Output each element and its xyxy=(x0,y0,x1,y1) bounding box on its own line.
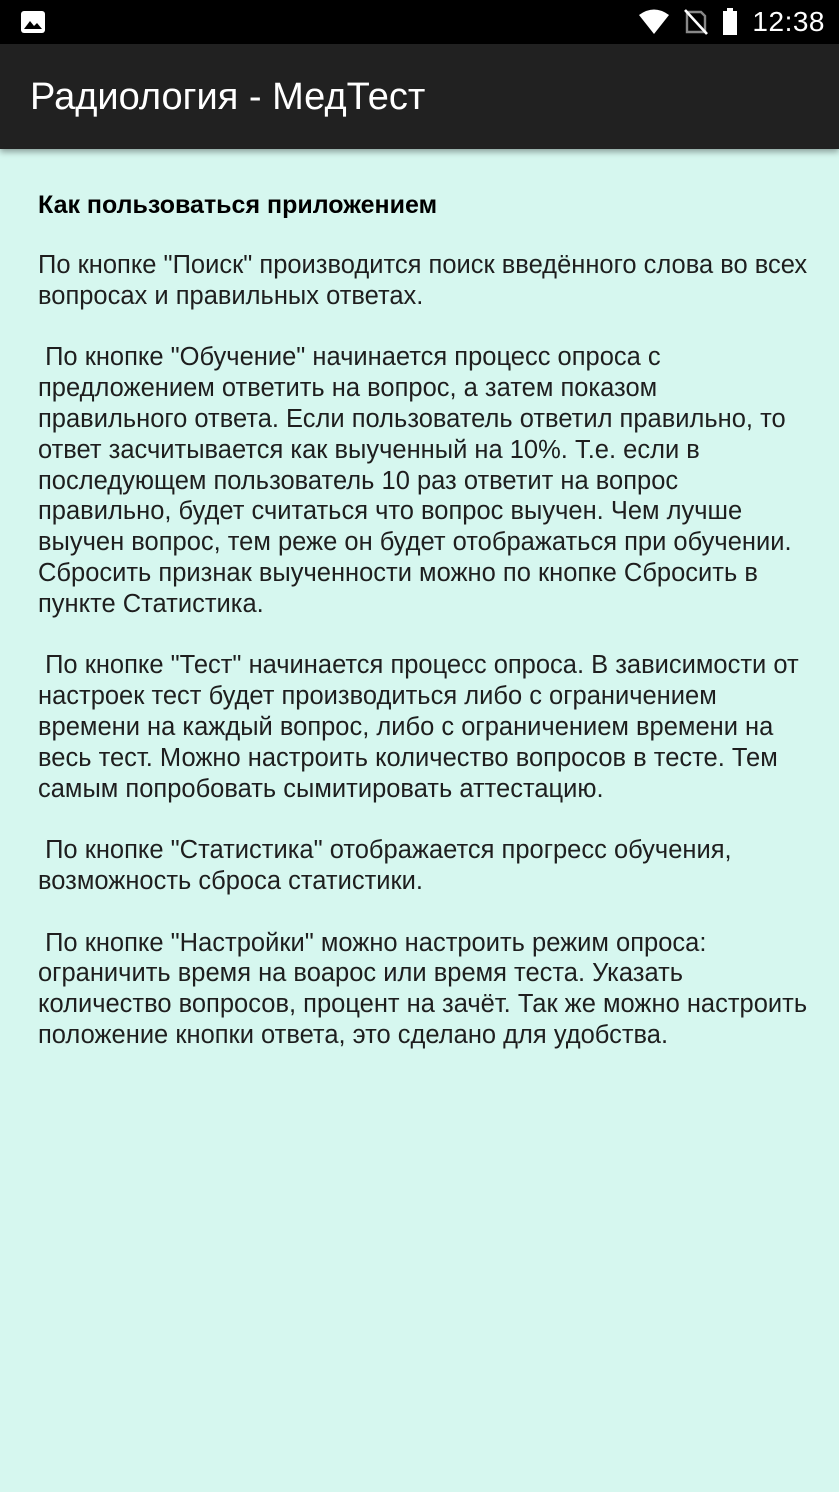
help-heading: Как пользоваться приложением xyxy=(38,191,438,219)
status-time: 12:38 xyxy=(752,6,825,37)
help-paragraph-statistics: По кнопке "Статистика" отображается прогресс обучения, возможность сброса статистики. xyxy=(38,836,739,895)
help-content xyxy=(38,188,813,1082)
help-paragraph-learning: По кнопке "Обучение" начинается процесс опроса с предложением ответить на вопрос, а затем показом правильного ответа. Если пользователь ответил правильно, то ответ засчитывается как выученный на 10%. Т.е. если в последующем пользователь 10 раз ответит на вопрос правильно, будет считаться что вопрос выучен. Чем лучше выучен вопрос, тем реже он будет отображаться при обучении. Сбросить признак выученности можно по кнопке Сбросить в пункте Статистика. xyxy=(38,343,799,618)
image-icon xyxy=(20,10,46,34)
help-paragraph-settings: По кнопке "Настройки" можно настроить режим опроса: ограничить время на воарос или время теста. Указать количество вопросов, процент на зачёт. Так же можно настроить положение кнопки ответа, это сделано для удобства. xyxy=(38,928,815,1049)
app-bar xyxy=(0,44,839,149)
help-paragraph-test: По кнопке "Тест" начинается процесс опроса. В зависимости от настроек тест будет производиться либо с ограничением времени на каждый вопрос, либо с ограничением времени на весь тест. Можно настроить количество вопросов в тесте. Тем самым попробовать сымитировать аттестацию. xyxy=(38,651,806,803)
wifi-icon xyxy=(638,9,670,35)
no-signal-icon xyxy=(684,9,708,35)
status-icons xyxy=(638,0,825,44)
battery-icon xyxy=(722,8,738,36)
help-paragraph-search: По кнопке "Поиск" производится поиск введённого слова во всех вопросах и правильных ответах. xyxy=(38,251,815,310)
status-bar xyxy=(0,0,839,44)
app-title: Радиология - МедТест xyxy=(30,76,426,118)
